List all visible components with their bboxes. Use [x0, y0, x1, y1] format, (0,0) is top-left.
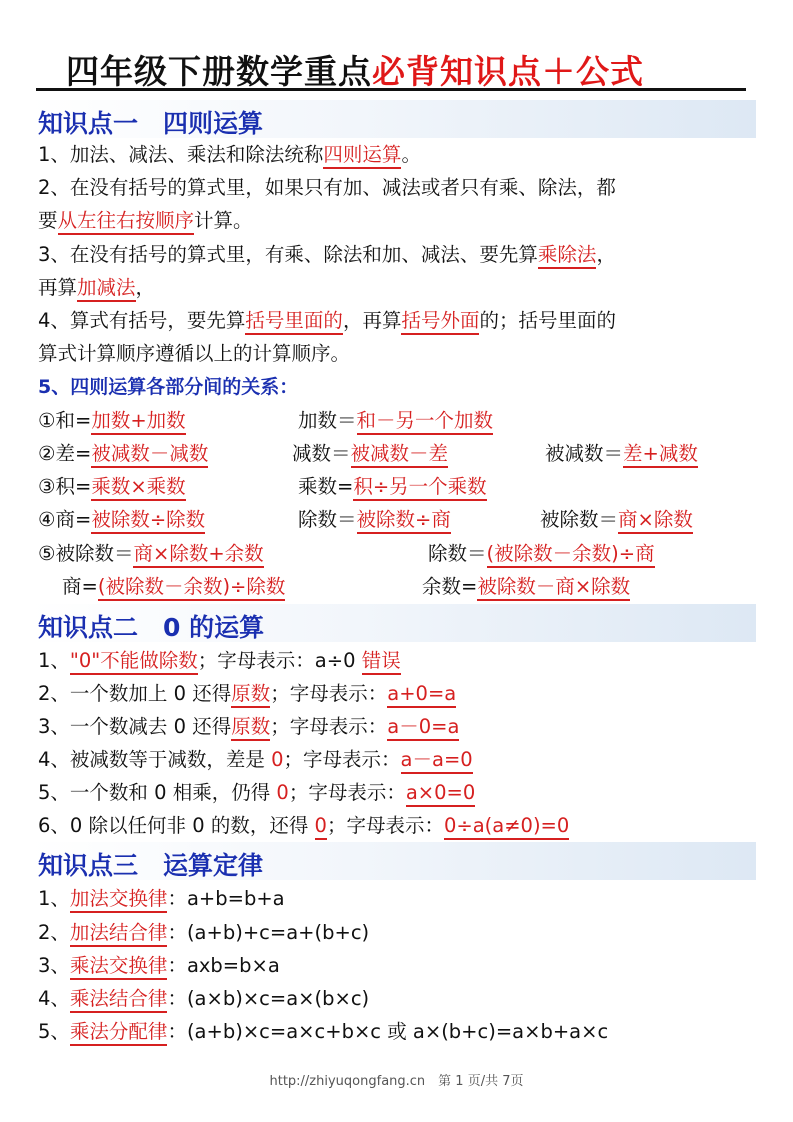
relation-difference: ②差=被减数－减数: [38, 441, 208, 467]
s3-line-3: 3、乘法交换律：axb=b×a: [38, 953, 280, 979]
s2-line-3: 3、一个数减去 0 还得原数；字母表示：a－0=a: [38, 714, 459, 740]
s2-line-1: 1、"0"不能做除数；字母表示：a÷0 错误: [38, 648, 401, 674]
s3-line-4: 4、乘法结合律：(a×b)×c=a×(b×c): [38, 986, 369, 1012]
page-footer: http://zhiyuqongfang.cn 第 1 页/共 7页: [269, 1074, 524, 1089]
relation-divisor: 除数＝被除数÷商: [298, 507, 451, 533]
s3-line-5: 5、乘法分配律：(a+b)×c=a×c+b×c 或 a×(b+c)=a×b+a×c: [38, 1019, 608, 1045]
relation-remainder: 余数=被除数－商×除数: [422, 574, 630, 600]
s1-line-2: 2、在没有括号的算式里，如果只有加、减法或者只有乘、除法，都: [38, 176, 616, 199]
s3-line-1: 1、加法交换律：a+b=b+a: [38, 886, 285, 912]
s2-line-6: 6、0 除以任何非 0 的数，还得 0；字母表示：0÷a(a≠0)=0: [38, 813, 569, 839]
s2-line-4: 4、被减数等于减数，差是 0；字母表示：a－a=0: [38, 747, 473, 773]
s1-line-1: 1、加法、减法、乘法和除法统称四则运算。: [38, 142, 421, 168]
section-heading-2: [30, 604, 756, 642]
s1-line-6: 4、算式有括号，要先算括号里面的，再算括号外面的；括号里面的: [38, 308, 616, 334]
title-black: 四年级下册数学重点: [66, 52, 372, 91]
section-heading-3: [30, 842, 756, 880]
title-underline: [36, 88, 746, 91]
section-heading-1-text: 知识点一 四则运算: [38, 109, 264, 138]
section-heading-3-text: 知识点三 运算定律: [38, 851, 264, 880]
section-heading-2-text: 知识点二 0 的运算: [38, 613, 265, 642]
title-red: 必背知识点＋公式: [372, 52, 644, 91]
relation-dividend: 被除数＝商×除数: [540, 507, 693, 533]
relation-subtrahend: 减数＝被减数－差: [292, 441, 448, 467]
s2-line-5: 5、一个数和 0 相乘，仍得 0；字母表示：a×0=0: [38, 780, 475, 806]
section-heading-1: [30, 100, 756, 138]
relation-minuend: 被减数＝差+减数: [545, 441, 698, 467]
s1-line-4: 3、在没有括号的算式里，有乘、除法和加、减法、要先算乘除法，: [38, 242, 616, 268]
s1-line-5: 再算加减法，: [38, 275, 155, 301]
s1-line-3: 要从左往右按顺序计算。: [38, 208, 253, 234]
document-title: [36, 44, 746, 92]
relation-quotient: ④商=被除数÷除数: [38, 507, 205, 533]
relation-sum: ①和=加数+加数: [38, 408, 186, 434]
s1-line-7: 算式计算顺序遵循以上的计算顺序。: [38, 342, 351, 365]
relation-divisor-remainder: 除数＝(被除数－余数)÷商: [428, 541, 655, 567]
s1-subheading-relations: 5、四则运算各部分间的关系：: [38, 376, 299, 398]
s2-line-2: 2、一个数加上 0 还得原数；字母表示：a+0=a: [38, 681, 456, 707]
relation-addend: 加数＝和－另一个加数: [298, 408, 493, 434]
relation-dividend-remainder: ⑤被除数＝商×除数+余数: [38, 541, 264, 567]
relation-product: ③积=乘数×乘数: [38, 474, 186, 500]
relation-factor: 乘数=积÷另一个乘数: [298, 474, 487, 500]
relation-quotient-remainder: 商=(被除数－余数)÷除数: [62, 574, 285, 600]
s3-line-2: 2、加法结合律：(a+b)+c=a+(b+c): [38, 920, 369, 946]
